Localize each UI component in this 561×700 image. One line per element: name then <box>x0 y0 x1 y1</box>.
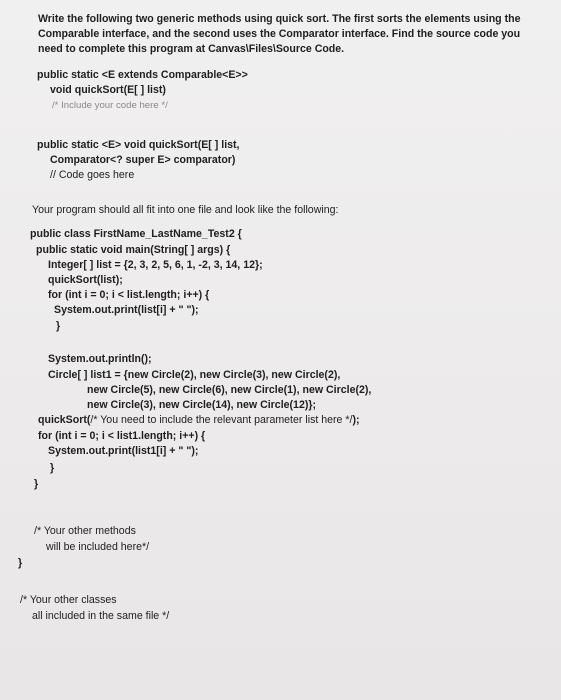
parameter-comment: /* You need to include the relevant parameter list here */ <box>90 414 353 426</box>
code-line-print-list1: System.out.print(list1[i] + " "); <box>48 445 199 457</box>
code-line-println: System.out.println(); <box>48 353 152 365</box>
method2-signature-line-2: Comparator<? super E> comparator) <box>50 154 236 166</box>
code-line-other-classes: /* Your other classes <box>20 594 117 606</box>
code-line-print-list: System.out.print(list[i] + " "); <box>54 304 199 316</box>
instruction-text: Your program should all fit into one file and look like the following: <box>32 204 339 216</box>
code-line-circle-list-cont-2: new Circle(3), new Circle(14), new Circle(12)}; <box>87 399 317 411</box>
code-line-close-brace-2: } <box>50 462 55 474</box>
code-line-other-classes-cont: all included in the same file */ <box>32 610 170 622</box>
intro-line-2: Comparable interface, and the second uses the Comparator interface. Find the source code you <box>38 28 521 40</box>
code-line-circle-list-cont-1: new Circle(5), new Circle(6), new Circle(1), new Circle(2), <box>87 384 372 396</box>
code-line-main: public static void main(String[ ] args) { <box>36 244 231 256</box>
code-line-for-loop-1: for (int i = 0; i < list.length; i++) { <box>48 289 210 301</box>
code-line-other-methods: /* Your other methods <box>34 525 136 537</box>
method1-comment: /* Include your code here */ <box>52 100 168 111</box>
code-line-quicksort-list: quickSort(list); <box>48 274 123 286</box>
code-line-for-loop-2: for (int i = 0; i < list1.length; i++) { <box>38 430 206 442</box>
code-line-class: public class FirstName_LastName_Test2 { <box>30 228 242 240</box>
code-line-close-brace-main: } <box>34 478 39 490</box>
intro-line-3: need to complete this program at Canvas\Files\Source Code. <box>38 43 345 55</box>
method2-comment: // Code goes here <box>50 169 135 181</box>
quicksort-call-end: ); <box>352 414 360 426</box>
code-line-close-brace-1: } <box>56 320 61 332</box>
code-line-circle-list: Circle[ ] list1 = {new Circle(2), new Circle(3), new Circle(2), <box>48 369 341 381</box>
method1-signature-line-1: public static <E extends Comparable<E>> <box>37 69 248 81</box>
quicksort-call: quickSort( <box>38 414 91 426</box>
code-line-other-methods-cont: will be included here*/ <box>46 541 150 553</box>
intro-line-1: Write the following two generic methods using quick sort. The first sorts the elements using the <box>38 13 521 25</box>
method1-signature-line-2: void quickSort(E[ ] list) <box>50 84 166 96</box>
method2-signature-line-1: public static <E> void quickSort(E[ ] list, <box>37 139 240 151</box>
code-line-quicksort-list1 <box>38 414 360 427</box>
code-line-integer-list: Integer[ ] list = {2, 3, 2, 5, 6, 1, -2, 3, 14, 12}; <box>48 259 263 271</box>
code-line-close-brace-class: } <box>18 557 23 569</box>
